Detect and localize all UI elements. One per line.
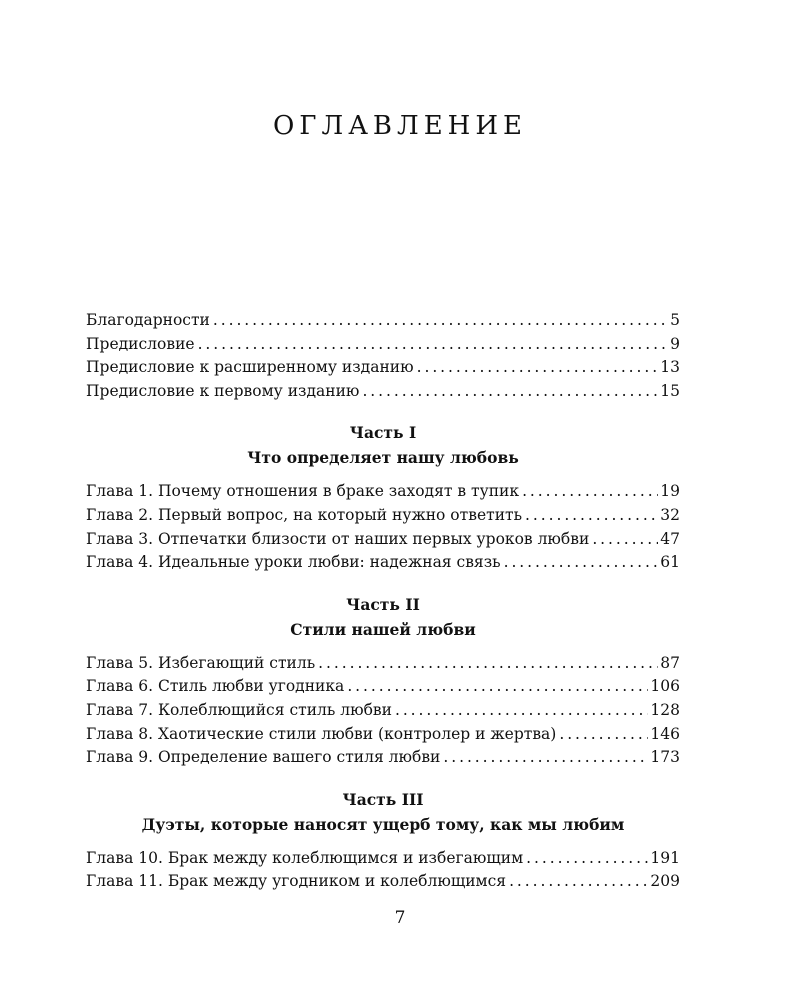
leader-dots [509,870,648,894]
toc-entry-label: Глава 7. Колеблющийся стиль любви [86,700,392,719]
toc-entry-label: Глава 1. Почему отношения в браке заходят в тупик [86,482,520,501]
part-title: Что определяет нашу любовь [247,448,519,468]
table-of-contents [86,309,680,894]
leader-dots [362,380,658,404]
leader-dots [504,551,659,575]
toc-entry-label: Благодарности [86,311,210,329]
toc-entry-label: Глава 10. Брак между колеблющимся и избегающим [86,848,524,867]
toc-entry-page: 128 [650,700,680,719]
toc-entry [86,309,680,333]
toc-entry-label: Глава 2. Первый вопрос, на который нужно ответить [86,505,523,524]
leader-dots [417,356,659,380]
toc-entry-label: Глава 11. Брак между угодником и колеблющимся [86,872,507,891]
toc-entry [86,699,680,723]
toc-entry [86,746,680,770]
toc-entry [86,847,680,871]
toc-entry-page: 9 [670,334,680,353]
toc-entry-label: Глава 9. Определение вашего стиля любви [86,748,441,767]
toc-entry [86,652,680,676]
leader-dots [318,652,658,676]
chapter-list [86,480,680,574]
leader-dots [198,333,669,357]
toc-entry-page: 209 [650,872,680,891]
page-number: 7 [394,908,406,928]
toc-entry-page: 13 [660,358,680,377]
leader-dots [525,504,658,528]
toc-entry-label: Предисловие к первому изданию [86,381,360,400]
toc-entry-label: Предисловие [86,334,195,353]
part-heading [86,420,680,470]
front-matter-list [86,309,680,403]
toc-entry [86,504,680,528]
toc-entry [86,356,680,380]
toc-entry-page: 87 [660,653,680,672]
toc-entry [86,528,680,552]
toc-entry [86,551,680,575]
leader-dots [213,309,668,333]
toc-entry-page: 32 [660,505,680,524]
chapter-list [86,847,680,894]
toc-entry-page: 5 [670,311,680,329]
toc-entry-page: 106 [650,677,680,696]
toc-entry-page: 47 [660,529,680,548]
toc-entry-page: 146 [650,724,680,743]
toc-entry [86,380,680,404]
toc-entry-label: Глава 5. Избегающий стиль [86,653,316,672]
toc-entry-label: Глава 3. Отпечатки близости от наших первых уроков любви [86,529,590,548]
toc-entry [86,675,680,699]
part-number: Часть I [349,423,417,443]
toc-entry-page: 15 [660,381,680,400]
leader-dots [395,699,648,723]
toc-entry [86,333,680,357]
leader-dots [522,480,658,504]
toc-entry-page: 173 [650,748,680,767]
toc-entry-page: 61 [660,553,680,572]
chapter-list [86,652,680,770]
toc-entry-page: 191 [650,848,680,867]
toc-entry-label: Предисловие к расширенному изданию [86,358,414,377]
part-title: Дуэты, которые наносят ущерб тому, как мы любим [141,814,625,834]
toc-entry-page: 19 [660,482,680,501]
toc-entry-label: Глава 6. Стиль любви угодника [86,677,345,696]
part-heading [86,592,680,642]
leader-dots [526,847,648,871]
part-number: Часть III [342,789,424,809]
toc-entry [86,480,680,504]
leader-dots [347,675,648,699]
leader-dots [559,723,648,747]
toc-entry [86,870,680,894]
part-title: Стили нашей любви [290,619,476,639]
part-number: Часть II [346,594,420,614]
toc-entry-label: Глава 4. Идеальные уроки любви: надежная связь [86,553,501,572]
page-title: ОГЛАВЛЕНИЕ [272,111,528,141]
leader-dots [443,746,648,770]
toc-entry-label: Глава 8. Хаотические стили любви (контролер и жертва) [86,724,557,743]
leader-dots [592,528,658,552]
toc-entry [86,723,680,747]
part-heading [86,787,680,837]
